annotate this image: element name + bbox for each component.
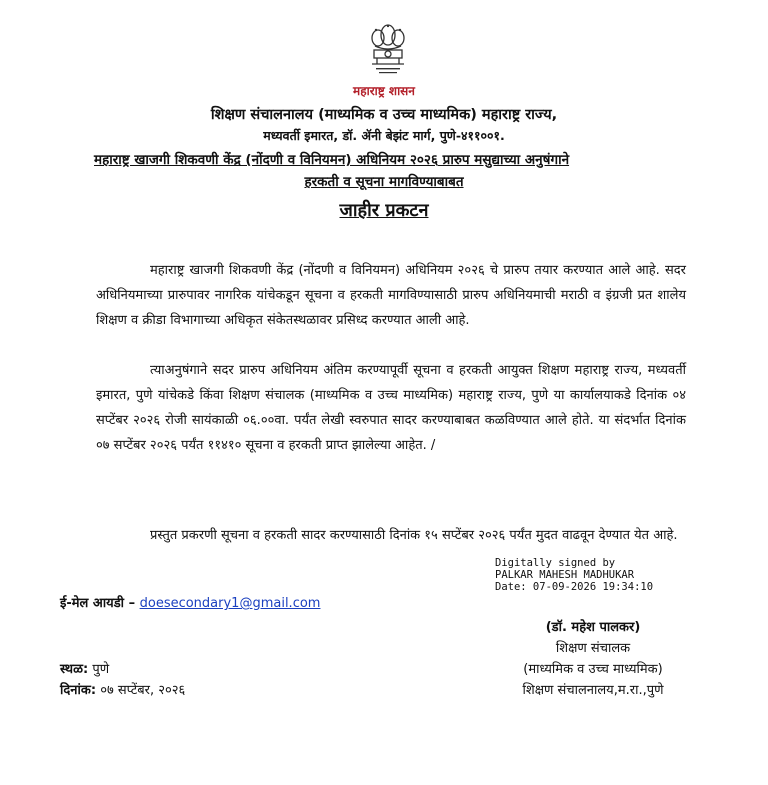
digital-signature-line-1: Digitally signed by <box>495 557 616 569</box>
email-row <box>60 593 320 611</box>
signatory-block <box>488 617 698 701</box>
date-value: ०७ सप्टेंबर, २०२६ <box>100 683 186 698</box>
digital-signature-name: PALKAR MAHESH MADHUKAR <box>495 569 635 581</box>
paragraph-2: त्याअनुषंगाने सदर प्रारुप अधिनियम अंतिम करण्यापूर्वी सूचना व हरकती आयुक्त शिक्षण महाराष्ट्र राज्य, मध्यवर्ती इमारत, पुणे यांचेकडे किंवा शिक्षण संचालक (माध्यमिक व उच्च माध्यमिक) महाराष्ट्र राज्य, पुणे या कार्यालयाकडे दिनांक ०४ सप्टेंबर २०२६ रोजी सायंकाळी ०६.००वा. पर्यंत लेखी स्वरुपात सादर करण्याबाबत कळविण्यात आले होते. या संदर्भात दिनांक ०७ सप्टेंबर २०२६ पर्यंत ११४१० सूचना व हरकती प्राप्त झालेल्या आहेत. / <box>96 363 686 453</box>
notice-title: जाहीर प्रकटन <box>339 200 429 221</box>
email-link[interactable]: doesecondary1@gmail.com <box>139 596 321 611</box>
place-value: पुणे <box>92 662 110 677</box>
place-row <box>60 659 185 680</box>
state-emblem-icon <box>366 22 410 78</box>
date-row <box>60 680 185 701</box>
government-label: महाराष्ट्र शासन <box>353 84 415 98</box>
paragraph-3: प्रस्तुत प्रकरणी सूचना व हरकती सादर करण्यासाठी दिनांक १५ सप्टेंबर २०२६ पर्यंत मुदत वाढवून देण्यात येत आहे. <box>150 528 678 543</box>
signatory-designation: शिक्षण संचालक <box>555 641 631 656</box>
digital-signature-date: Date: 07-09-2026 19:34:10 <box>495 581 654 593</box>
email-label: ई-मेल आयडी – <box>60 596 136 611</box>
place-date-block <box>60 659 185 701</box>
signatory-office: शिक्षण संचालनालय,म.रा.,पुणे <box>522 683 664 698</box>
subject-line-1: महाराष्ट्र खाजगी शिकवणी केंद्र (नोंदणी व विनियमन) अधिनियम २०२६ प्रारुप मसुद्याच्या अनुषंगाने <box>94 152 570 168</box>
office-address: मध्यवर्ती इमारत, डॉ. ॲनी बेझंट मार्ग, पुणे-४११००१. <box>263 128 505 143</box>
date-label: दिनांक: <box>60 683 97 698</box>
signatory-name: (डॉ. महेश पालकर) <box>545 620 641 635</box>
office-name: शिक्षण संचालनालय (माध्यमिक व उच्च माध्यमिक) महाराष्ट्र राज्य, <box>210 107 558 123</box>
place-label: स्थळ: <box>60 662 89 677</box>
paragraph-1: महाराष्ट्र खाजगी शिकवणी केंद्र (नोंदणी व विनियमन) अधिनियम २०२६ चे प्रारुप तयार करण्यात आले आहे. सदर अधिनियमाच्या प्रारुपावर नागरिक यांचेकडून सूचना व हरकती मागविण्यासाठी प्रारुप अधिनियमाची मराठी व इंग्रजी प्रत शालेय शिक्षण व क्रीडा विभागाच्या अधिकृत संकेतस्थळावर प्रसिध्द करण्यात आली आहे. <box>96 263 686 328</box>
signatory-division: (माध्यमिक व उच्च माध्यमिक) <box>523 662 663 677</box>
digital-signature-block <box>495 557 653 593</box>
subject-line-2: हरकती व सूचना मागविण्याबाबत <box>304 174 464 190</box>
